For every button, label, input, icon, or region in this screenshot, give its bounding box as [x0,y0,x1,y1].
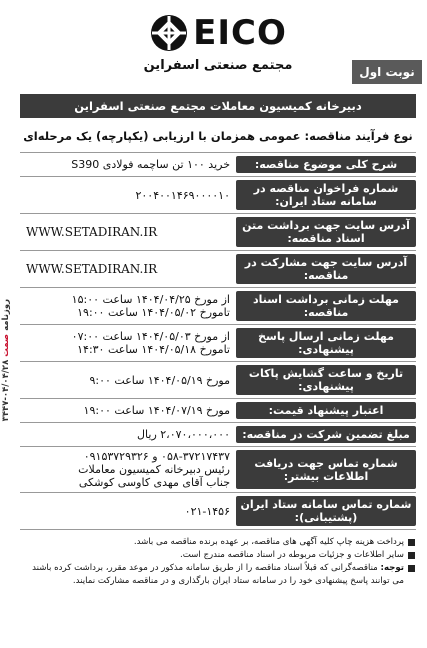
row-value [20,177,236,213]
note-bold-prefix: توجه: [380,563,404,573]
table-row [20,214,416,251]
row-label: مبلغ تضمین شرکت در مناقصه: [236,426,416,443]
logo-text: EICO [193,13,287,53]
validity-date: مورخ ۱۴۰۴/۰۷/۱۹ ساعت ۱۹:۰۰ [83,404,230,417]
notes-section [20,536,416,588]
documents-site-link[interactable]: WWW.SETADIRAN.IR [26,225,158,239]
submission-to-date: تامورخ ۱۴۰۴/۰۵/۱۸ ساعت ۱۴:۳۰ [77,343,230,356]
process-type: نوع فرآیند مناقصه: عمومی همزمان با ارزیابی (یکپارچه) یک مرحله‌ای [23,129,413,143]
call-number-value: ۲۰۰۴۰۰۱۴۶۹۰۰۰۰۱۰ [135,188,230,202]
company-name: مجتمع صنعتی اسفراین [143,58,293,73]
row-label: شماره تماس سامانه ستاد ایران (پشتیبانی): [236,496,416,526]
row-value [20,447,236,492]
table-row [20,399,416,423]
documents-to-date: تامورخ ۱۴۰۴/۰۵/۰۲ ساعت ۱۹:۰۰ [77,306,230,319]
documents-from-date: از مورخ ۱۴۰۴/۰۴/۲۵ ساعت ۱۵:۰۰ [71,293,230,306]
row-value [20,214,236,250]
note-item [20,562,416,588]
note-text: سایر اطلاعات و جزئیات مربوطه در اسناد مناقصه مندرج است. [180,550,404,560]
row-label: شماره تماس جهت دریافت اطلاعات بیشتر: [236,450,416,489]
row-label: شرح کلی موضوع مناقصه: [236,156,416,173]
row-value [20,251,236,287]
row-label: آدرس سایت جهت مشارکت در مناقصه: [236,254,416,284]
info-table [20,152,416,530]
table-row [20,153,416,177]
table-row [20,447,416,493]
newspaper-ref: ۰۴/۰۴/۲۸-۳۴۴۷ [1,359,11,422]
row-label: مهلت زمانی ارسال پاسخ پیشنهادی: [236,328,416,358]
row-value [20,288,236,324]
row-label: آدرس سایت جهت برداشت متن اسناد مناقصه: [236,217,416,247]
guarantee-amount: ۲،۰۷۰،۰۰۰،۰۰۰ ریال [137,428,230,441]
eico-logo-icon [149,13,189,53]
table-row [20,362,416,399]
table-row [20,251,416,288]
secretariat-banner: دبیرخانه کمیسیون معاملات مجتمع صنعتی اسفراین [20,94,416,118]
row-value [20,399,236,422]
row-label: مهلت زمانی برداشت اسناد مناقصه: [236,291,416,321]
table-row [20,288,416,325]
table-row [20,423,416,447]
note-item [20,536,416,549]
note-text: پرداخت هزینه چاپ کلیه آگهی های مناقصه، بر عهده برنده مناقصه می باشد. [133,537,404,547]
table-row [20,493,416,530]
subject-value: خرید ۱۰۰ تن ساچمه فولادی S390 [71,158,230,171]
contact-phones: ۰۵۸-۳۷۲۱۷۴۳۷ و ۰۹۱۵۳۷۲۹۳۲۶ [83,450,230,463]
notice-round-badge: نوبت اول [352,60,422,84]
support-phone: ۰۲۱-۱۴۵۶ [184,504,230,518]
newspaper-strip [0,150,12,570]
participation-site-link[interactable]: WWW.SETADIRAN.IR [26,262,158,276]
row-value [20,493,236,529]
row-label: شماره فراخوان مناقصه در سامانه ستاد ایران: [236,180,416,210]
table-row [20,325,416,362]
row-label: تاریخ و ساعت گشایش پاکات پیشنهادی: [236,365,416,395]
row-label: اعتبار پیشنهاد قیمت: [236,402,416,419]
logo [14,10,422,56]
opening-date: مورخ ۱۴۰۴/۰۵/۱۹ ساعت ۹:۰۰ [89,373,230,387]
row-value [20,325,236,361]
contact-person: جناب آقای مهدی کاوسی کوشکی [78,476,230,489]
newspaper-name: روزنامه [1,298,11,331]
note-item [20,549,416,562]
contact-title: رئیس دبیرخانه کمیسیون معاملات [78,463,230,476]
row-value [20,362,236,398]
row-value [20,153,236,176]
submission-from-date: از مورخ ۱۴۰۴/۰۵/۰۳ ساعت ۰۷:۰۰ [71,330,230,343]
notice-document [14,6,422,644]
newspaper-brand: صمت [1,333,11,357]
note-text: مناقصه‌گرانی که قبلاً اسناد مناقصه را از طریق سامانه مذکور در موعد مقرر، برداشت کرده باشند می توانند پاسخ پیشنهادی خود را در سامانه ستاد ایران بارگذاری و در مناقصه مشارکت نمایند. [32,563,404,586]
table-row [20,177,416,214]
row-value [20,423,236,446]
